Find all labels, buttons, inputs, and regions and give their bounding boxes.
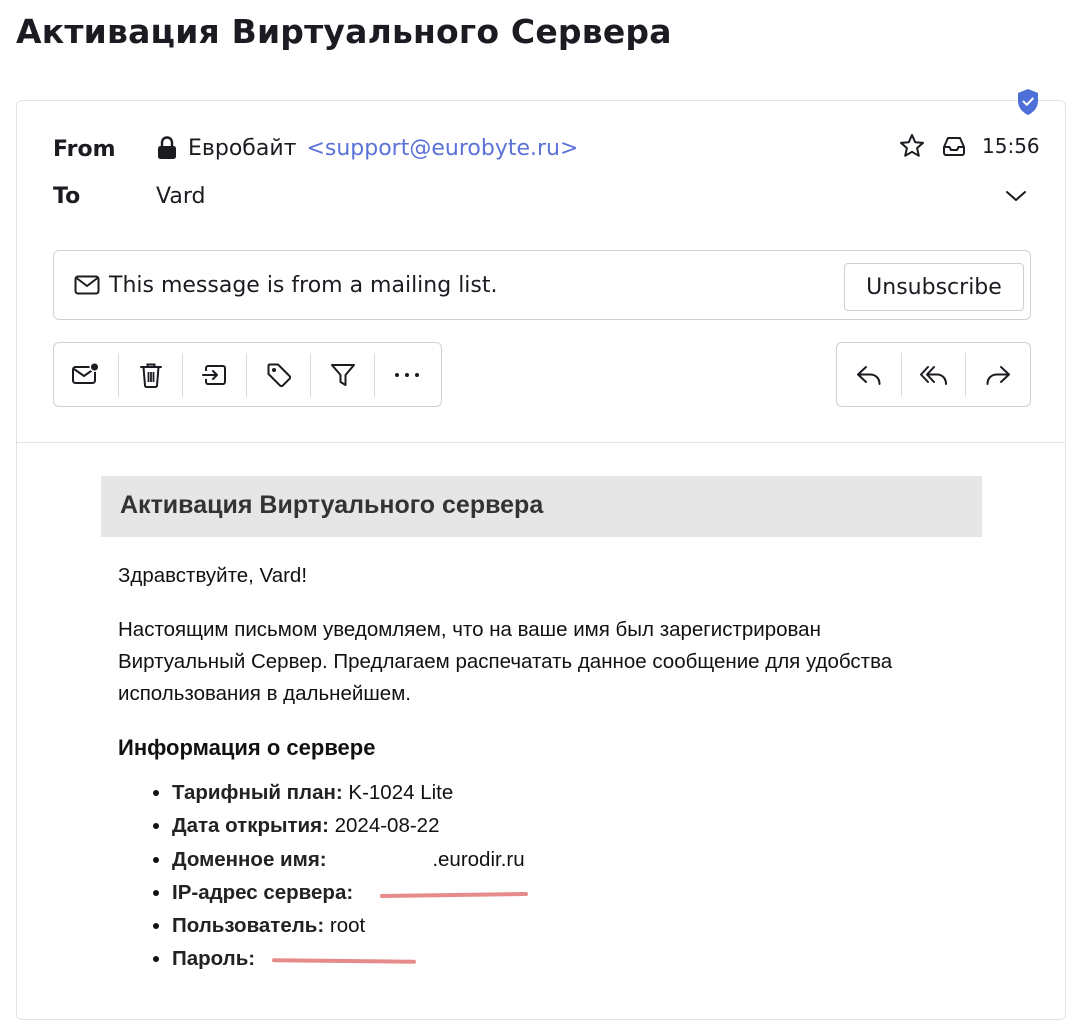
sender[interactable] [156, 135, 578, 161]
recipient[interactable]: Vard [156, 184, 206, 209]
forward-button[interactable] [965, 353, 1029, 397]
trash-icon [138, 361, 164, 389]
mailing-list-notice [53, 250, 1031, 320]
intro-line: Настоящим письмом уведомляем, что на ваше имя был зарегистрирован [118, 618, 821, 641]
message-actions-toolbar [53, 342, 442, 407]
chevron-down-icon[interactable] [1004, 186, 1028, 206]
sender-name[interactable]: Евробайт [188, 135, 297, 161]
verified-shield-icon [1016, 88, 1040, 116]
reply-all-icon [919, 362, 949, 388]
move-button[interactable] [182, 353, 246, 397]
filter-button[interactable] [310, 353, 374, 397]
redaction-mark [380, 892, 528, 898]
reply-toolbar [836, 342, 1031, 407]
from-label: From [53, 137, 116, 162]
list-item [172, 843, 968, 876]
message-time: 15:56 [982, 134, 1040, 158]
reply-button[interactable] [837, 353, 901, 397]
info-value: .eurodir.ru [432, 847, 525, 871]
message-meta [898, 132, 1040, 160]
tag-icon [265, 361, 293, 389]
star-icon[interactable] [898, 132, 926, 160]
inbox-icon[interactable] [940, 132, 968, 160]
message-body [118, 560, 968, 976]
list-item [172, 876, 968, 909]
to-label: To [53, 184, 81, 209]
info-label: IP-адрес сервера: [172, 880, 354, 904]
redaction-mark [272, 959, 416, 965]
greeting: Здравствуйте, Vard! [118, 564, 308, 587]
server-info-title: Информация о сервере [118, 735, 376, 760]
page-title: Активация Виртуального Сервера [16, 12, 672, 51]
server-info-list [118, 776, 968, 976]
delete-button[interactable] [118, 353, 182, 397]
mark-unread-button[interactable] [54, 353, 118, 397]
info-value: 2024-08-22 [334, 814, 440, 838]
forward-icon [984, 362, 1012, 388]
unsubscribe-button[interactable]: Unsubscribe [844, 263, 1024, 311]
reply-icon [855, 362, 883, 388]
lock-icon [156, 135, 178, 161]
list-item [172, 909, 968, 942]
mark-unread-icon [71, 362, 101, 388]
intro-line: Виртуальный Сервер. Предлагаем распечатать данное сообщение для удобства [118, 650, 893, 673]
reply-all-button[interactable] [901, 353, 965, 397]
info-label: Тарифный план: [172, 781, 343, 804]
info-label: Доменное имя: [172, 847, 327, 871]
info-value: root [329, 914, 366, 938]
envelope-icon [74, 275, 100, 295]
move-icon [201, 362, 229, 388]
list-item [172, 942, 968, 975]
info-label: Пользователь: [172, 914, 325, 938]
header-divider [16, 442, 1066, 443]
list-item [172, 776, 968, 809]
more-button[interactable] [374, 353, 438, 397]
filter-icon [329, 361, 357, 389]
info-label: Дата открытия: [172, 814, 329, 838]
more-icon [393, 370, 421, 380]
message-heading-bar [101, 476, 982, 537]
info-value: K-1024 Lite [348, 781, 454, 804]
sender-email[interactable]: <support@eurobyte.ru> [306, 135, 579, 161]
tag-button[interactable] [246, 353, 310, 397]
info-label: Пароль: [172, 947, 256, 971]
message-heading: Активация Виртуального сервера [120, 491, 544, 519]
intro-line: использования в дальнейшем. [118, 682, 411, 705]
intro-paragraph [118, 614, 968, 710]
list-item [172, 809, 968, 842]
mailing-list-text: This message is from a mailing list. [109, 273, 498, 298]
